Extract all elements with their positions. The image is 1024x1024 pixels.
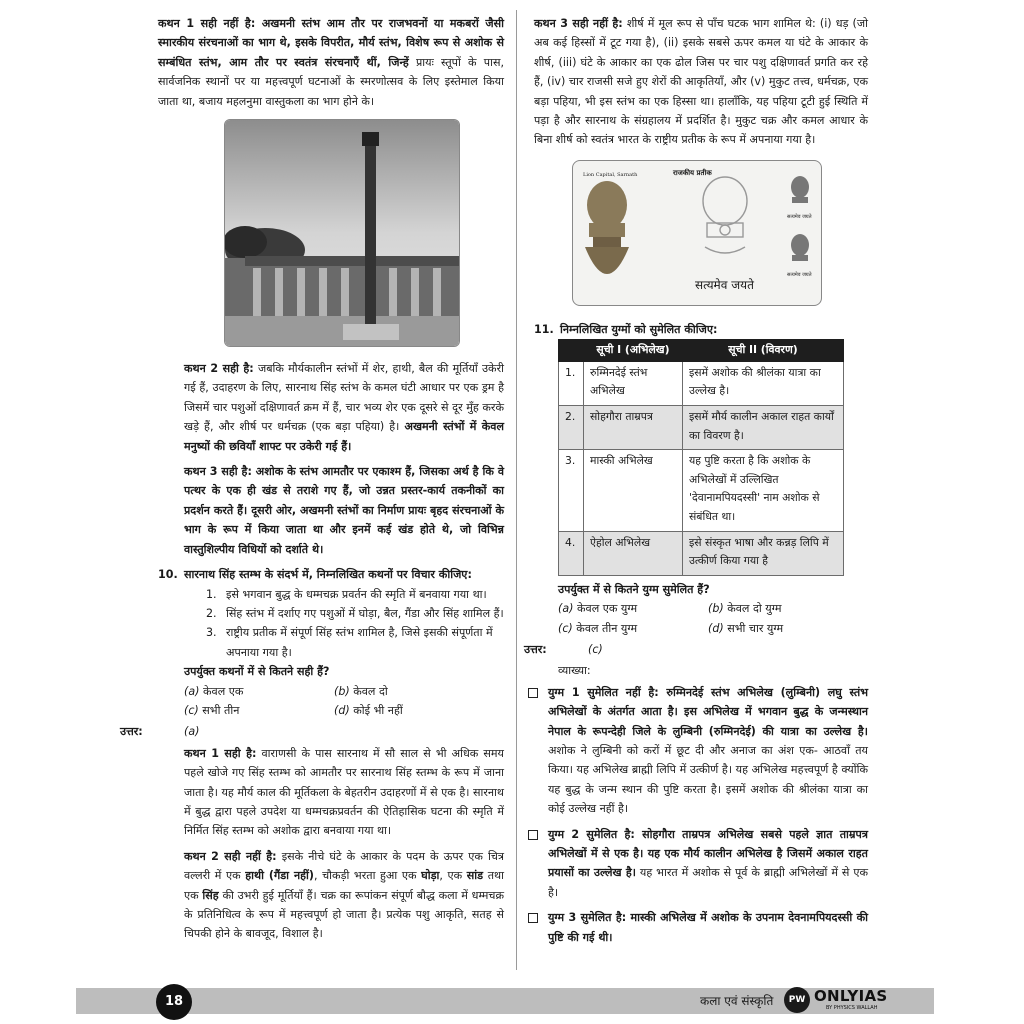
table-row: 1. रुम्मिनदेई स्तंभ अभिलेख इसमें अशोक की श्रीलंका यात्रा का उल्लेख है। [559,361,844,405]
checkbox-bullet-icon [528,688,538,698]
question-11-options [534,599,868,638]
question-10-statements [158,585,504,663]
national-emblem-figure: Lion Capital, Sarnath राजकीय प्रतीक सत्यमेव जयते सत्यमेव जयते सत्यमेव जयते [572,160,822,306]
page-number: 18 [156,984,192,1020]
answer-row: उत्तर: (c) [524,643,603,656]
explanation-2: कथन 2 सही नहीं है: इसके नीचे घंटे के आकार के पदम के ऊपर एक चित्र वल्लरी में एक हाथी (गैंडा नहीं), चौकड़ी भरता हुआ एक घोड़ा, एक सांड तथा एक सिंह की उभरी हुई मूर्तियाँ हैं। चक्र का रूपांकन संपूर्ण बौद्ध कला में धम्मचक्र के प्रतिनिधित्व के रूप में महत्त्वपूर्ण हो जाता है। प्रत्येक पशु आकृति, सतह से चिपकी होने के बावजूद, विशाल है। [184,849,505,941]
option-a: (a) केवल एक युग्म [558,602,638,616]
checkbox-bullet-icon [528,830,538,840]
column-divider [516,10,517,970]
option-d: (d) सभी चार युग्म [708,621,784,635]
left-column [120,14,505,950]
statement-2-explanation: कथन 2 सही है: जबकि मौर्यकालीन स्तंभों में शेर, हाथी, बैल की मूर्तियाँ उकेरी गई हैं, उदाहरण के लिए, सारनाथ सिंह स्तंभ के कमल घंटी आधार पर एक ड्रम है जिसमें चार पशुओं दक्षिणावर्त क्रम में हैं, चार भव्य शेर एक दूसरे से दूर मुँह करके खड़े हैं, और शीर्ष पर धर्मचक्र (एक बड़ा पहिया) है। अखमनी स्तंभों में केवल मनुष्यों की छवियाँ शाफ्ट पर उकेरी गई हैं। [184,362,505,453]
option-a: (a) केवल एक [184,684,244,698]
statement-item: 2. सिंह स्तंभ में दर्शाए गए पशुओं में घोड़ा, बैल, गैंडा और सिंह शामिल हैं। [206,606,504,620]
option-b: (b) केवल दो युग्म [708,602,782,616]
book-title: कला एवं संस्कृति [700,994,774,1008]
brand-logo-text: ONLYIAS [814,987,888,1005]
pw-logo-icon: PW [784,987,810,1013]
pair-3-explanation: युग्म 3 सुमेलित है: मास्की अभिलेख में अशोक के उपनाम देवनामपियदस्सी की पुष्टि की गई थी। [528,908,868,953]
answer-row: उत्तर: (a) [120,725,200,739]
option-c: (c) सभी तीन [184,703,240,717]
question-11: 11. निम्नलिखित युग्मों को सुमेलित कीजिए: [534,322,718,336]
brand-logo-subtitle: BY PHYSICS WALLAH [826,1005,878,1011]
statement-item: 3. राष्ट्रीय प्रतीक में संपूर्ण सिंह स्तंभ शामिल है, जिसे इसकी संपूर्णता में अपनाया गया है। [206,626,493,659]
checkbox-bullet-icon [528,913,538,923]
table-row: 2. सोहगौरा ताम्रपत्र इसमें मौर्य कालीन अकाल राहत कार्यों का विवरण है। [559,406,844,450]
table-row: 4. ऐहोल अभिलेख इसे संस्कृत भाषा और कन्नड़ लिपि में उत्कीर्ण किया गया है [559,531,844,575]
statement-1-explanation: कथन 1 सही नहीं है: अखमनी स्तंभ आम तौर पर राजभवनों या मकबरों जैसी स्मारकीय संरचनाओं का भाग थे, इसके विपरीत, मौर्य स्तंभ, विशेष रूप से अशोक से सम्बंधित स्तंभ, आम तौर पर स्वतंत्र संरचनाएँ थीं, जिन्हें प्रायः स्तूपों के पास, सार्वजनिक स्थानों पर या महत्त्वपूर्ण घटनाओं के स्मरणोत्सव के लिए इस्तेमाल किया जाता था, बजाय महलनुमा वास्तुकला का भाग होने के। [158,17,504,108]
pair-2-explanation: युग्म 2 सुमेलित है: सोहगौरा ताम्रपत्र अभिलेख सबसे पहले ज्ञात ताम्रपत्र अभिलेखों में से एक है। यह एक मौर्य कालीन अभिलेख है जिसमें अकाल राहत प्रयासों का उल्लेख है। यह भारत में अशोक से पूर्व के ब्राह्मी अभिलेखों में से एक है। [528,825,868,909]
option-b: (b) केवल दो [334,684,388,698]
question-11-ask: उपर्युक्त में से कितने युग्म सुमेलित हैं? [558,582,710,596]
pair-1-explanation: युग्म 1 सुमेलित नहीं है: रुम्मिनदेई स्तंभ अभिलेख (लुम्बिनी) लघु स्तंभ अभिलेखों के अंतर्गत आता है। इस अभिलेख में भगवान बुद्ध के जन्मस्थान नेपाल के रूपन्देही जिले के लुम्बिनी (रुम्मिनदेई) की यात्रा का उल्लेख है। अशोक ने लुम्बिनी को करों में छूट दी और अनाज का अंश एक- आठवाँ तय किया। यह अभिलेख ब्राह्मी लिपि में उत्कीर्ण है। यह अभिलेख महत्त्वपूर्ण है क्योंकि यह बुद्ध के जन्म स्थान की पुष्टि करता है। इसमें अशोक की श्रीलंका यात्रा का कोई उल्लेख नहीं है। [528,683,868,825]
right-column [524,14,868,953]
statement-3-not-correct: कथन 3 सही नहीं है: शीर्ष में मूल रूप से पाँच घटक भाग शामिल थे: (i) धड़ (जो अब कई हिस्सों में टूट गया है), (ii) इसके सबसे ऊपर कमल या घंटे के आकार के शीर्ष, (iii) घंटे के आकार का एक ढोल जिस पर चार पशु दक्षिणावर्त प्रगति कर रहे हैं, (iv) चार राजसी सजे हुए शेरों की आकृतियाँ, और (v) मुकुट तत्त्व, धर्मचक्र, एक बड़ा पहिया, भी इस स्तंभ का एक हिस्सा था। हालाँकि, यह पहिया टूटी हुई स्थिति में पड़ा है और सारनाथ के संग्रहालय में प्रदर्शित है। मुकुट चक्र और कमल आधार के बिना शीर्ष को स्वतंत्र भारत के राष्ट्रीय प्रतीक के रूप में अपनाया गया है। [534,17,868,147]
explanation-1: कथन 1 सही है: वाराणसी के पास सारनाथ में सौ साल से भी अधिक समय पहले खोजे गए सिंह स्तम्भ को आमतौर पर सारनाथ सिंह स्तम्भ के रूप में जाना जाता है। यह मौर्य काल की मूर्तिकला के बेहतरीन उदाहरणों में से एक है। सारनाथ में बुद्ध द्वारा पहले उपदेश या धम्मचक्रप्रवर्तन की ऐतिहासिक घटना की स्मृति में निर्मित सिंह स्तम्भ को अशोक द्वारा बनवाया गया था। [184,746,504,838]
question-10-options [158,682,504,721]
question-10-ask: उपर्युक्त कथनों में से कितने सही हैं? [184,665,330,679]
option-c: (c) केवल तीन युग्म [558,621,638,635]
table-header: सूची I (अभिलेख) सूची II (विवरण) [559,340,844,362]
statement-3-explanation: कथन 3 सही है: अशोक के स्तंभ आमतौर पर एकाश्म हैं, जिसका अर्थ है कि वे पत्थर के एक ही खंड से तराशे गए हैं, जो उन्नत प्रस्तर-कार्य तकनीकों का प्रदर्शन करते हैं। दूसरी ओर, अखमनी स्तंभों का निर्माण प्रायः बृहद संरचनाओं के भाग के रूप में किया जाता था और इनमें कई खंड होते थे, जो विभिन्न वास्तुशिल्पीय विधियों को दर्शाते थे। [184,465,504,556]
iron-pillar-photo [224,119,460,347]
option-d: (d) कोई भी नहीं [334,703,403,717]
explanation-heading: व्याख्या: [558,664,591,678]
table-row: 3. मास्की अभिलेख यह पुष्टि करता है कि अशोक के अभिलेखों में उल्लिखित 'देवानामपियदस्सी' नाम अशोक से संबंधित था। [559,450,844,531]
statement-item: 1. इसे भगवान बुद्ध के धम्मचक्र प्रवर्तन की स्मृति में बनवाया गया था। [206,587,487,601]
question-10: 10. सारनाथ सिंह स्तम्भ के संदर्भ में, निम्नलिखित कथनों पर विचार कीजिए: [158,568,472,582]
matching-table [558,339,844,576]
